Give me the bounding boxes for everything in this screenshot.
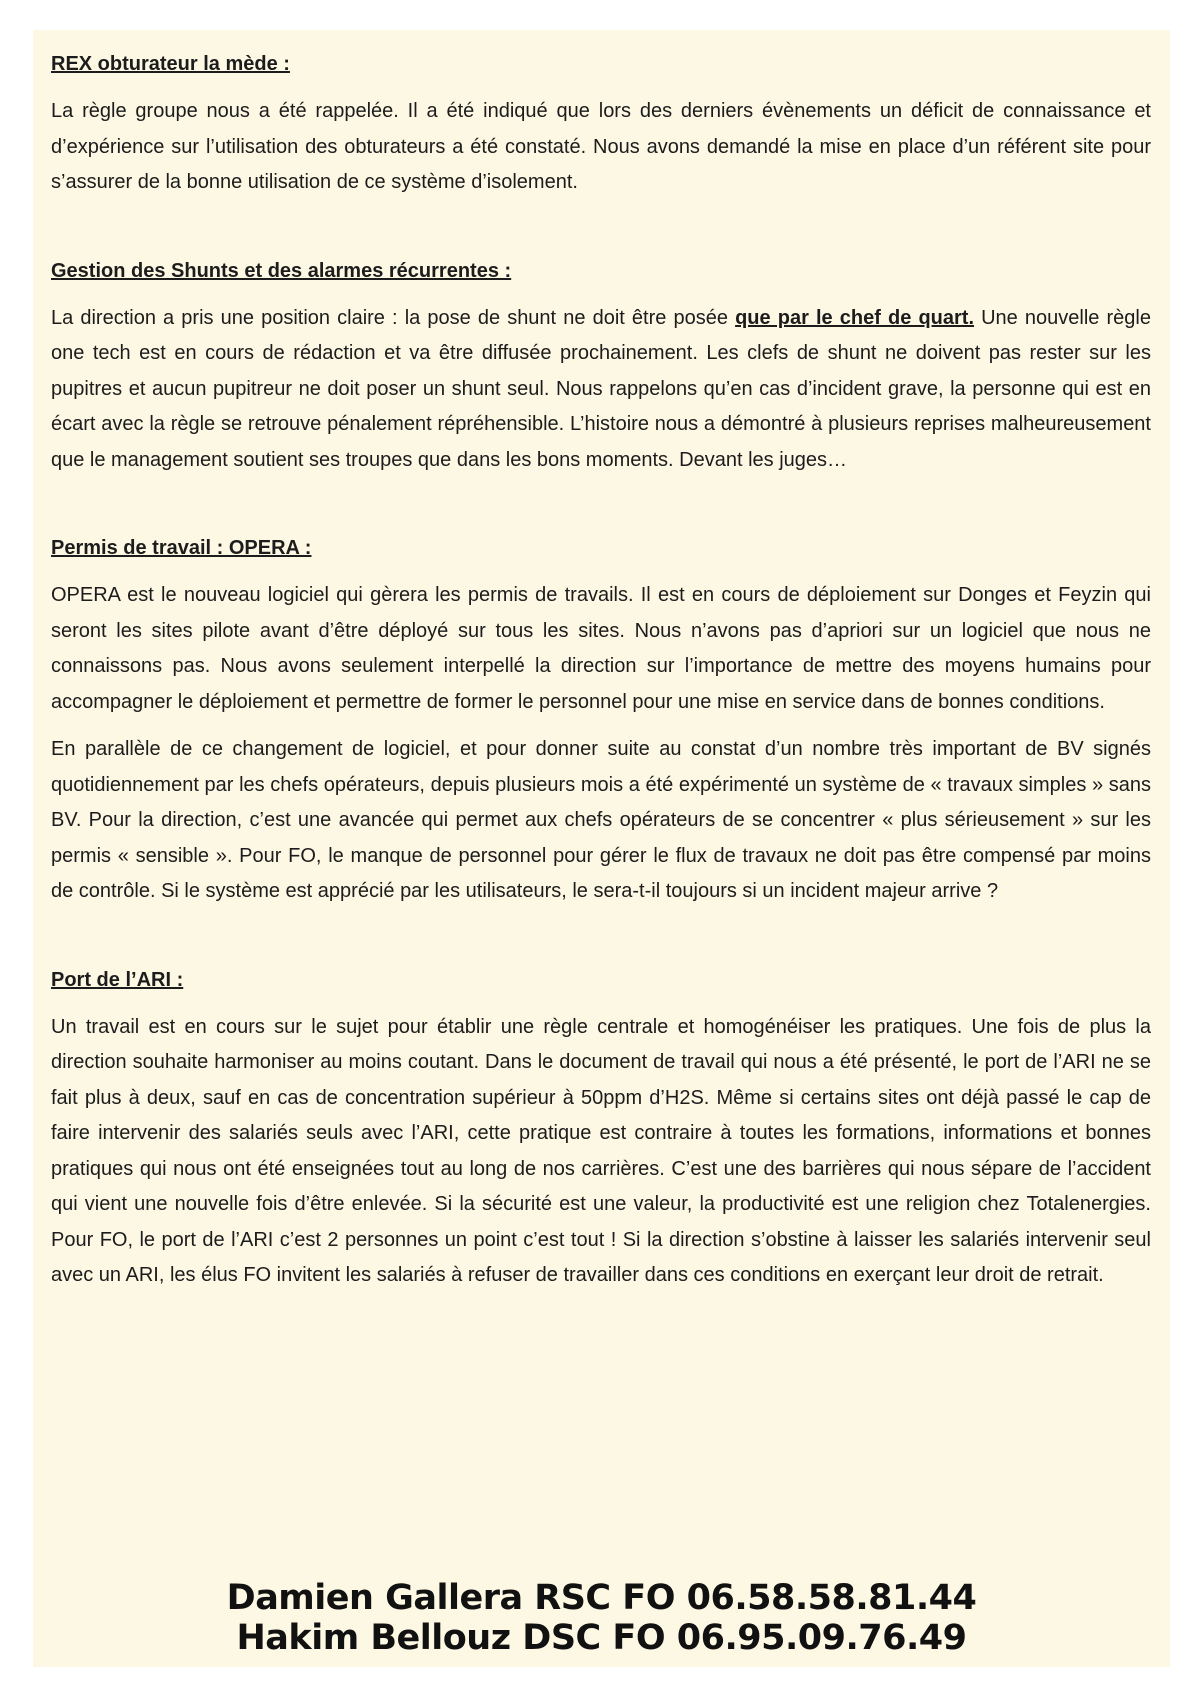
paragraph-text: Une nouvelle règle one tech est en cours de rédaction et va être diffusée prochainement. Les clefs de shunt ne doivent pas rester sur les pupitres et aucun pupitreur ne doit poser un shunt seul. Nous rappelons qu’en cas d’incident grave, la personne qui est en écart avec la règle se retrouve pénalement répréhensible. L’histoire nous a démontré à plusieurs reprises malheureusement que le management soutient ses troupes que dans les bons moments. Devant les juges…: [51, 306, 1151, 471]
paragraph: Un travail est en cours sur le sujet pour établir une règle centrale et homogénéiser les pratiques. Une fois de plus la direction souhaite harmoniser au moins coutant. Dans le document de travail qui nous a été présenté, le port de l’ARI ne se fait plus à deux, sauf en cas de concentration supérieur à 50ppm d’H2S. Même si certains sites ont déjà passé le cap de faire intervenir des salariés seuls avec l’ARI, cette pratique est contraire à toutes les formations, informations et bonnes pratiques qui nous ont été enseignées tout au long de nos carrières. C’est une des barrières qui nous sépare de l’accident qui vient une nouvelle fois d’être enlevée. Si la sécurité est une valeur, la productivité est une religion chez Totalenergies. Pour FO, le port de l’ARI c’est 2 personnes un point c’est tout ! Si la direction s’obstine à laisser les salariés intervenir seul avec un ARI, les élus FO invitent les salariés à refuser de travailler dans ces conditions en exerçant leur droit de retrait.: [51, 1015, 1151, 1286]
signature-line-bellouz: Hakim Bellouz DSC FO 06.95.09.76.49: [236, 1618, 967, 1658]
section-permis-opera: [51, 536, 1151, 910]
section-title: Gestion des Shunts et des alarmes récurrentes :: [51, 259, 512, 282]
paragraph: [51, 301, 1151, 479]
emphasis-text: que par le chef de quart.: [735, 306, 974, 329]
section-rex-obturateur: [51, 52, 1151, 201]
document-body: [51, 52, 1151, 1306]
paragraph: La règle groupe nous a été rappelée. Il a été indiqué que lors des derniers évènements un déficit de connaissance et d’expérience sur l’utilisation des obturateurs a été constaté. Nous avons demandé la mise en place d’un référent site pour s’assurer de la bonne utilisation de ce système d’isolement.: [51, 100, 1151, 193]
signature-line-gallera: Damien Gallera RSC FO 06.58.58.81.44: [226, 1578, 977, 1618]
paragraph: En parallèle de ce changement de logiciel, et pour donner suite au constat d’un nombre très important de BV signés quotidiennement par les chefs opérateurs, depuis plusieurs mois a été expérimenté un système de « travaux simples » sans BV. Pour la direction, c’est une avancée qui permet aux chefs opérateurs de se concentrer « plus sérieusement » sur les permis « sensible ». Pour FO, le manque de personnel pour gérer le flux de travaux ne doit pas être compensé par moins de contrôle. Si le système est apprécié par les utilisateurs, le sera-t-il toujours si un incident majeur arrive ?: [51, 738, 1151, 902]
signature-block: [33, 1578, 1170, 1658]
section-title: Port de l’ARI :: [51, 968, 184, 991]
section-title: Permis de travail : OPERA :: [51, 537, 312, 559]
document-page: [33, 30, 1170, 1667]
paragraph: OPERA est le nouveau logiciel qui gèrera les permis de travails. Il est en cours de déploiement sur Donges et Feyzin qui seront les sites pilote avant d’être déployé sur tous les sites. Nous n’avons pas d’apriori sur un logiciel que nous ne connaissons pas. Nous avons seulement interpellé la direction sur l’importance de mettre des moyens humains pour accompagner le déploiement et permettre de former le personnel pour une mise en service dans de bonnes conditions.: [51, 584, 1151, 713]
section-gestion-shunts: [51, 259, 1151, 479]
section-port-ari: [51, 968, 1151, 1294]
paragraph-text: La direction a pris une position claire : la pose de shunt ne doit être posée: [51, 306, 736, 329]
section-title: REX obturateur la mède :: [51, 53, 290, 75]
